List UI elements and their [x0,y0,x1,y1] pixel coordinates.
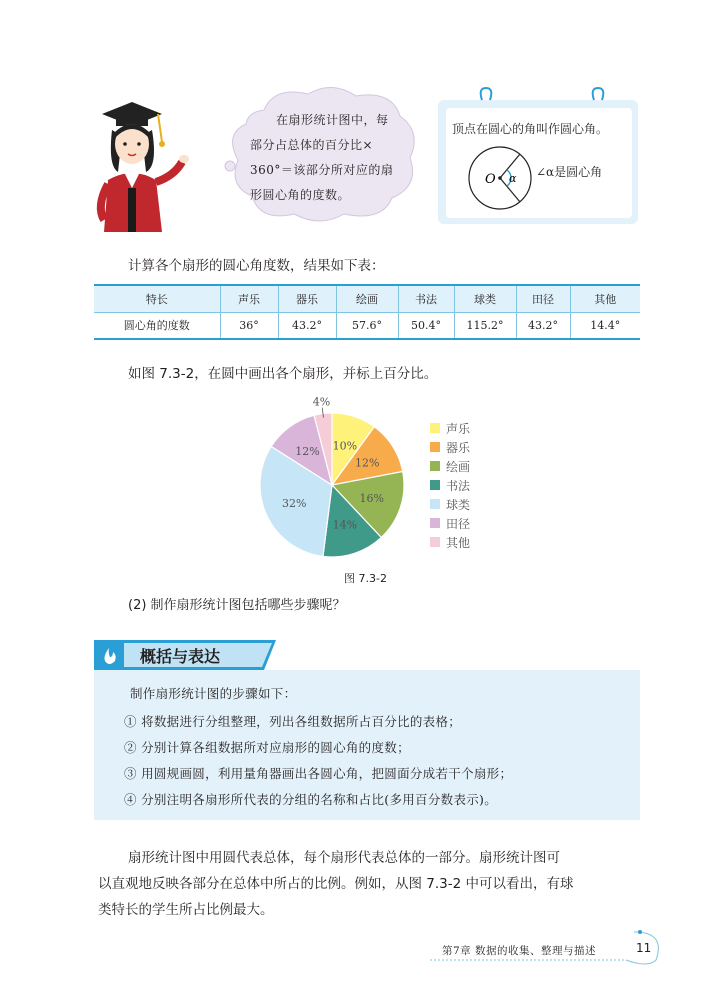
table-row [94,312,640,339]
summary-line: 以直观地反映各部分在总体中所占的比例。例如，从图 7.3-2 中可以看出，有球 [98,876,574,892]
legend-swatch [430,480,440,490]
step-item: ① 将数据进行分组整理，列出各组数据所占百分比的表格； [124,714,462,729]
figure-intro-text: 如图 7.3-2，在圆中画出各个扇形，并标上百分比。 [128,366,438,382]
legend-swatch [430,537,440,547]
legend-label: 球类 [446,498,471,512]
steps-box [94,670,640,820]
footer-chapter: 第7章 数据的收集、整理与描述 [442,945,597,957]
bubble-line: 部分占总体的百分比× [250,138,374,152]
legend-label: 器乐 [446,441,471,455]
table-header-cell: 田径 [516,285,570,312]
table-cell: 115.2° [454,312,516,339]
legend-label: 其他 [446,536,471,550]
table-header-cell: 特长 [94,285,220,312]
pie-data-label: 32% [281,496,307,510]
table-header-cell: 其他 [570,285,640,312]
summary-line: 类特长的学生所占比例最大。 [98,902,274,918]
intro-text: 计算各个扇形的圆心角度数，结果如下表： [128,258,385,274]
note-angle-label: α [509,172,517,185]
bubble-line: 在扇形统计图中，每 [276,113,389,127]
note-caption: ∠α是圆心角 [536,165,603,179]
table-header-cell: 绘画 [336,285,398,312]
table-cell: 57.6° [336,312,398,339]
step-item: ④ 分别注明各扇形所代表的分组的名称和占比(多用百分数表示)。 [124,792,498,807]
legend-label: 书法 [446,479,471,493]
pie-data-label: 12% [295,445,320,459]
legend-label: 声乐 [446,422,471,436]
teacher-illustration [78,96,190,232]
legend-swatch [430,442,440,452]
bubble-text [250,108,410,208]
summary-line: 扇形统计图中用圆代表总体，每个扇形代表总体的一部分。扇形统计图可 [128,850,560,866]
legend-swatch [430,518,440,528]
table-cell: 43.2° [278,312,336,339]
note-center-label: O [485,172,496,187]
central-angle-table [94,284,640,340]
table-cell: 36° [220,312,278,339]
table-cell: 50.4° [398,312,454,339]
page-number: 11 [636,941,652,955]
step-item: ② 分别计算各组数据所对应扇形的圆心角的度数； [124,740,410,755]
legend-swatch [430,461,440,471]
pie-data-label: 12% [355,456,380,470]
bubble-line: 360°＝该部分所对应的扇 [250,163,394,177]
legend-swatch [430,499,440,509]
legend-swatch [430,423,440,433]
pie-data-label: 4% [312,395,331,409]
pie-chart [250,386,490,562]
steps-intro: 制作扇形统计图的步骤如下： [130,686,297,701]
table-header-cell: 球类 [454,285,516,312]
question-text: (2) 制作扇形统计图包括哪些步骤呢？ [128,598,346,613]
pie-data-label: 10% [332,439,358,453]
table-header-cell: 声乐 [220,285,278,312]
table-header-row [94,285,640,312]
step-item: ③ 用圆规画圆，利用量角器画出各圆心角，把圆面分成若干个扇形； [124,766,513,781]
section-title: 概括与表达 [140,647,221,666]
table-cell: 43.2° [516,312,570,339]
note-title: 顶点在圆心的角叫作圆心角。 [452,122,609,136]
legend-label: 田径 [446,517,471,531]
table-header-cell: 书法 [398,285,454,312]
legend-label: 绘画 [446,460,471,474]
bubble-line: 形圆心角的度数。 [250,188,351,202]
pie-data-label: 14% [332,518,358,532]
definition-note-card [434,86,642,226]
table-cell: 圆心角的度数 [94,312,220,339]
table-cell: 14.4° [570,312,640,339]
table-header-cell: 器乐 [278,285,336,312]
figure-caption: 图 7.3-2 [344,572,387,585]
pie-data-label: 16% [359,491,384,505]
